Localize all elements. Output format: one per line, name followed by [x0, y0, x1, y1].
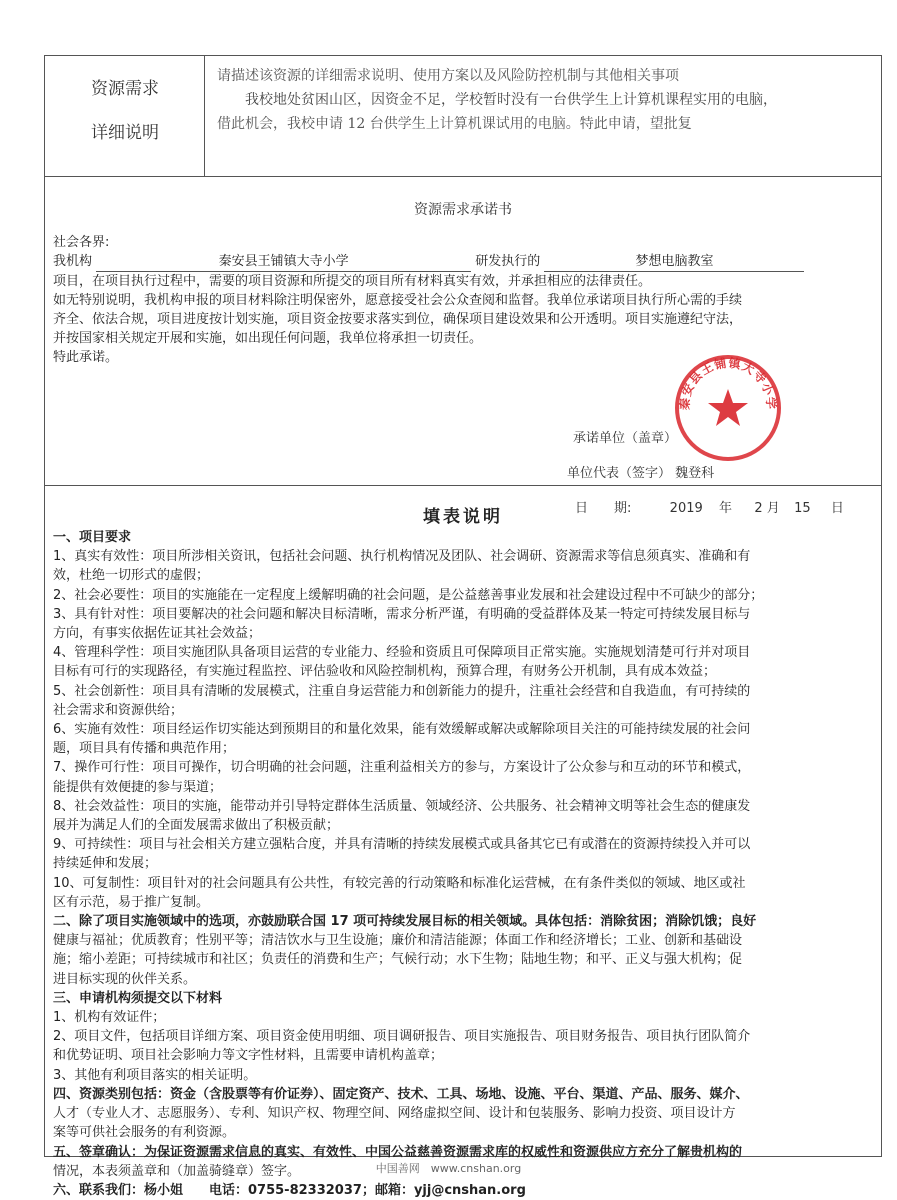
- commitment-line-5: 齐全、依法合规，项目进度按计划实施，项目资金按要求落实到位，确保项目建设效果和公开透明。项目实施遵纪守法，: [53, 312, 743, 327]
- rep-name: 魏登科: [675, 466, 715, 481]
- instruction-line: 人才（专业人才、志愿服务）、专利、知识产权、物理空间、网络虚拟空间、设计和包装服务、影响力投资、项目设计方: [53, 1106, 736, 1122]
- instruction-line: 效，杜绝一切形式的虚假；: [53, 568, 210, 584]
- instruction-line: 3、其他有利项目落实的相关证明。: [53, 1067, 257, 1083]
- instructions-title: 填表说明: [423, 507, 503, 527]
- instruction-line: 一、项目要求: [53, 530, 132, 545]
- instruction-line: 1、机构有效证件；: [53, 1010, 166, 1026]
- date-year: 2019: [669, 501, 703, 516]
- instruction-line: 题，项目具有传播和典范作用；: [53, 741, 236, 757]
- resource-detail-prompt: 请描述该资源的详细需求说明、使用方案以及风险防控机制与其他相关事项: [217, 68, 679, 84]
- instruction-line: 7、操作可行性：项目可操作，切合明确的社会问题，注重利益相关方的参与，方案设计了公众参与和互动的环节和模式，: [53, 760, 751, 776]
- instruction-line: 进目标实现的伙伴关系。: [53, 971, 197, 987]
- instruction-line: 2、项目文件，包括项目详细方案、项目资金使用明细、项目调研报告、项目实施报告、项目财务报告、项目执行团队简介: [53, 1029, 751, 1045]
- instruction-line: 9、可持续性：项目与社会相关方建立强粘合度，并具有清晰的持续发展模式或具备其它已有或潜在的资源持续投入并可以: [53, 837, 751, 853]
- instruction-line: 4、管理科学性：项目实施团队具备项目运营的专业能力、经验和资质且可保障项目正常实施。实施规划清楚可行并对项目: [53, 645, 751, 661]
- label-line-1: 资源需求: [91, 79, 159, 99]
- commitment-title: 资源需求承诺书: [414, 202, 512, 218]
- instruction-line: 案等可供社会服务的有利资源。: [53, 1125, 236, 1141]
- commitment-line-3: 项目，在项目执行过程中，需要的项目资源和所提交的项目所有材料真实有效，并承担相应的法律责任。: [53, 274, 652, 289]
- commitment-line-4: 如无特别说明，我机构申报的项目材料除注明保密外，愿意接受社会公众查阅和监督。我单位承诺项目执行所心需的手续: [53, 293, 743, 308]
- instruction-line: 2、社会必要性：项目的实施能在一定程度上缓解明确的社会问题，是公益慈善事业发展和社会建设过程中不可缺少的部分；: [53, 587, 764, 603]
- date-year-unit: 年: [719, 501, 733, 516]
- date-day: 15: [794, 501, 811, 516]
- instruction-line: 健康与福祉；优质教育；性别平等；清洁饮水与卫生设施；廉价和清洁能源；体面工作和经济增长；工业、创新和基础设: [53, 933, 743, 949]
- org-name: 秦安县王铺镇大寺小学: [96, 252, 471, 272]
- salutation: 社会各界:: [53, 235, 110, 250]
- instruction-line: 四、资源类别包括：资金（含股票等有价证券）、固定资产、技术、工具、场地、设施、平台、渠道、产品、服务、媒介、: [53, 1086, 749, 1102]
- resource-detail-para-1: 我校地处贫困山区，因资金不足，学校暂时没有一台供学生上计算机课程实用的电脑，: [245, 92, 777, 108]
- rep-line: [567, 462, 714, 481]
- instruction-line: 3、具有针对性：项目要解决的社会问题和解决目标清晰，需求分析严谨，有明确的受益群体及某一特定可持续发展目标与: [53, 606, 751, 622]
- footer-watermark: 中国善网 www.cnshan.org: [375, 1162, 522, 1175]
- commitment-line-6: 并按国家相关规定开展和实施，如出现任何问题，我单位将承担一切责任。: [53, 331, 483, 346]
- label-line-2: 详细说明: [91, 123, 159, 143]
- instruction-line: 8、社会效益性：项目的实施，能带动并引导特定群体生活质量、领域经济、公共服务、社会精神文明等社会生态的健康发: [53, 798, 751, 814]
- instruction-line: 5、社会创新性：项目具有清晰的发展模式，注重自身运营能力和创新能力的提升，注重社会经营和自我造血，有可持续的: [53, 683, 751, 699]
- instruction-line: 能提供有效便捷的参与渠道；: [53, 779, 223, 795]
- instruction-line: 1、真实有效性：项目所涉相关资讯，包括社会问题、执行机构情况及团队、社会调研、资源需求等信息须真实、准确和有: [53, 549, 751, 565]
- seal-star-icon: [708, 389, 748, 426]
- date-month-unit: 月: [766, 501, 780, 516]
- instruction-line: 6、实施有效性：项目经运作切实能达到预期目的和量化效果，能有效缓解或解决或解除项目关注的可能持续发展的社会问: [53, 722, 751, 738]
- resource-detail-label: [45, 56, 205, 176]
- date-label: 日 期:: [575, 501, 632, 516]
- date-month: 2: [754, 501, 763, 516]
- project-name: 梦想电脑教室: [544, 252, 804, 272]
- date-day-unit: 日: [830, 501, 844, 516]
- instruction-line: 10、可复制性：项目针对的社会问题具有公共性，有较完善的行动策略和标准化运营械，在有条件类似的领域、地区或社: [53, 875, 746, 891]
- commitment-closing: 特此承诺。: [53, 350, 119, 365]
- rep-label: 单位代表（签字）: [567, 466, 672, 481]
- resource-detail-para-2: 借此机会，我校申请 12 台供学生上计算机课试用的电脑。特此申请，望批复: [217, 116, 692, 132]
- commitment-body: [53, 233, 875, 367]
- instruction-line: 施；缩小差距；可持续城市和社区；负责任的消费和生产；气候行动；水下生物；陆地生物；和平、正义与强大机构；促: [53, 952, 743, 968]
- unit-label: 承诺单位（盖章）: [573, 431, 678, 446]
- resource-detail-content: [217, 64, 872, 136]
- instruction-line: 持续延伸和发展；: [53, 856, 158, 872]
- org-line: [53, 252, 875, 272]
- official-seal: [673, 353, 783, 463]
- instruction-line: 三、申请机构须提交以下材料: [53, 990, 223, 1006]
- instruction-line: 和优势证明、项目社会影响力等文字性材料，且需要申请机构盖章；: [53, 1048, 444, 1064]
- resource-detail-row: [45, 56, 881, 177]
- instruction-line: 五、签章确认：为保证资源需求信息的真实、有效性、中国公益慈善资源需求库的权威性和资源供应方充分了解贵机构的: [53, 1144, 743, 1160]
- commitment-row: [45, 177, 881, 516]
- instruction-line: 社会需求和资源供给；: [53, 702, 184, 718]
- instruction-line: 展并为满足人们的全面发展需求做出了积极贡献；: [53, 818, 340, 834]
- instruction-line: 情况，本表须盖章和（加盖骑缝章）签字。: [53, 1163, 301, 1179]
- instruction-line: 六、联系我们：杨小姐 电话：0755-82332037；邮箱：yjj@cnshan.org: [53, 1182, 526, 1198]
- instruction-line: 方向，有事实依据佐证其社会效益；: [53, 626, 262, 642]
- exec-label: 研发执行的: [475, 254, 541, 269]
- instruction-line: 目标有可行的实现路径，有实施过程监控、评估验收和风险控制机构，预算合理，有财务公开机制，具有成本效益；: [53, 664, 717, 680]
- instruction-line: 二、除了项目实施领域中的选项，亦鼓励联合国 17 项可持续发展目标的相关领域。具体包括：消除贫困；消除饥饿；良好: [53, 914, 757, 930]
- org-prefix: 我机构: [53, 254, 93, 269]
- instruction-line: 区有示范，易于推广复制。: [53, 894, 210, 910]
- instructions-body: [53, 528, 875, 1200]
- seal-text: 秦安县王铺镇大寺小学: [677, 355, 779, 411]
